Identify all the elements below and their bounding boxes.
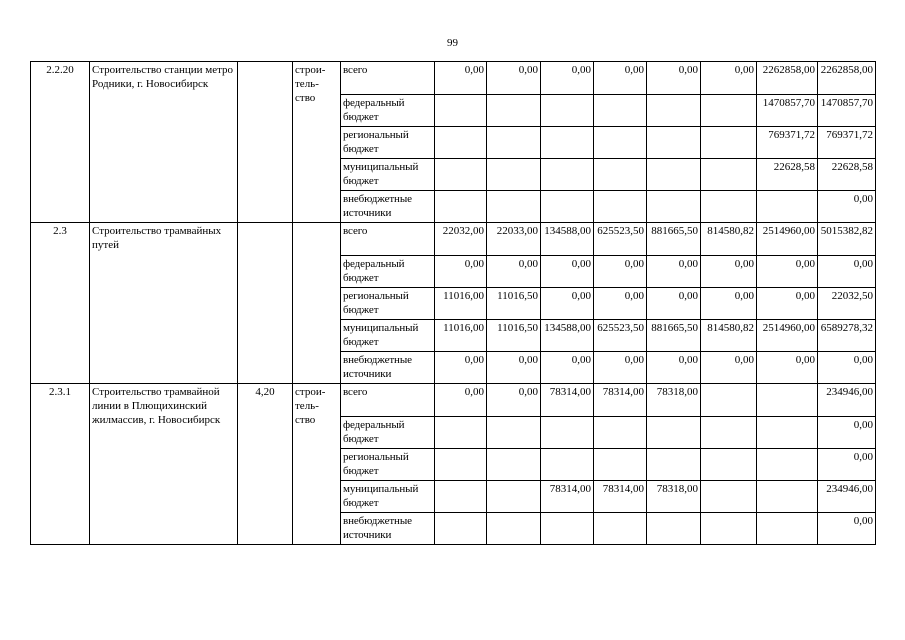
value-cell (487, 513, 541, 545)
value-cell: 22628,58 (757, 159, 818, 191)
funding-source: муниципальный бюджет (341, 159, 435, 191)
value-cell: 0,00 (487, 352, 541, 384)
value-cell (701, 481, 757, 513)
value-cell: 814580,82 (701, 320, 757, 352)
value-cell: 22032,50 (818, 288, 876, 320)
value-cell (487, 127, 541, 159)
value-cell (647, 417, 701, 449)
value-cell (594, 449, 647, 481)
value-cell: 769371,72 (818, 127, 876, 159)
value-cell (647, 95, 701, 127)
value-cell: 0,00 (435, 62, 487, 95)
value-cell: 0,00 (487, 384, 541, 417)
value-cell: 0,00 (647, 288, 701, 320)
value-cell: 234946,00 (818, 384, 876, 417)
value-cell (647, 449, 701, 481)
budget-table (30, 61, 876, 545)
table-row (31, 62, 876, 95)
value-cell (541, 449, 594, 481)
value-cell (757, 481, 818, 513)
value-cell: 0,00 (701, 62, 757, 95)
value-cell: 78318,00 (647, 481, 701, 513)
value-cell: 0,00 (594, 62, 647, 95)
value-cell (541, 159, 594, 191)
value-cell: 0,00 (541, 288, 594, 320)
value-cell (435, 127, 487, 159)
funding-source: муниципальный бюджет (341, 481, 435, 513)
value-cell (594, 191, 647, 223)
value-cell: 0,00 (818, 513, 876, 545)
value-cell: 625523,50 (594, 223, 647, 256)
table-row (31, 223, 876, 256)
value-cell (701, 513, 757, 545)
value-cell: 78318,00 (647, 384, 701, 417)
value-cell: 0,00 (487, 62, 541, 95)
value-cell: 814580,82 (701, 223, 757, 256)
value-cell: 11016,00 (435, 320, 487, 352)
value-cell: 0,00 (541, 352, 594, 384)
value-cell: 0,00 (541, 256, 594, 288)
funding-source: муниципальный бюджет (341, 320, 435, 352)
value-cell: 78314,00 (541, 384, 594, 417)
row-code: 2.3 (31, 223, 90, 384)
value-cell (701, 191, 757, 223)
value-cell (541, 191, 594, 223)
value-cell (594, 159, 647, 191)
value-cell: 22032,00 (435, 223, 487, 256)
value-cell (757, 449, 818, 481)
length-km (238, 62, 293, 223)
value-cell: 769371,72 (757, 127, 818, 159)
value-cell (594, 417, 647, 449)
work-kind: строи-тель-ство (293, 62, 341, 223)
value-cell: 11016,50 (487, 288, 541, 320)
value-cell: 0,00 (435, 256, 487, 288)
value-cell: 78314,00 (594, 481, 647, 513)
value-cell: 2514960,00 (757, 223, 818, 256)
value-cell: 2514960,00 (757, 320, 818, 352)
value-cell: 11016,50 (487, 320, 541, 352)
value-cell (487, 481, 541, 513)
value-cell (541, 95, 594, 127)
value-cell: 0,00 (647, 62, 701, 95)
value-cell (435, 191, 487, 223)
value-cell: 0,00 (594, 256, 647, 288)
funding-source: региональный бюджет (341, 127, 435, 159)
funding-source: региональный бюджет (341, 449, 435, 481)
work-kind: строи-тель-ство (293, 384, 341, 545)
value-cell (701, 95, 757, 127)
value-cell (541, 127, 594, 159)
value-cell: 0,00 (701, 256, 757, 288)
funding-source: внебюджетные источники (341, 513, 435, 545)
value-cell (757, 417, 818, 449)
row-code: 2.3.1 (31, 384, 90, 545)
project-name: Строительство станции метро Родники, г. Новосибирск (90, 62, 238, 223)
funding-source: всего (341, 384, 435, 417)
value-cell: 0,00 (757, 288, 818, 320)
value-cell: 2262858,00 (818, 62, 876, 95)
value-cell (757, 513, 818, 545)
value-cell (701, 449, 757, 481)
value-cell (757, 384, 818, 417)
value-cell: 0,00 (594, 288, 647, 320)
value-cell (701, 127, 757, 159)
funding-source: всего (341, 223, 435, 256)
length-km: 4,20 (238, 384, 293, 545)
value-cell: 0,00 (818, 352, 876, 384)
value-cell: 0,00 (701, 352, 757, 384)
value-cell: 0,00 (435, 384, 487, 417)
value-cell: 0,00 (594, 352, 647, 384)
value-cell: 625523,50 (594, 320, 647, 352)
value-cell: 1470857,70 (818, 95, 876, 127)
value-cell: 6589278,32 (818, 320, 876, 352)
value-cell: 78314,00 (541, 481, 594, 513)
page-number: 99 (447, 37, 458, 49)
value-cell (594, 513, 647, 545)
funding-source: всего (341, 62, 435, 95)
value-cell (757, 191, 818, 223)
value-cell (647, 159, 701, 191)
value-cell: 22033,00 (487, 223, 541, 256)
project-name: Строительство трамвайной линии в Плющихинский жилмассив, г. Новосибирск (90, 384, 238, 545)
value-cell: 0,00 (541, 62, 594, 95)
project-name: Строительство трамвайных путей (90, 223, 238, 384)
value-cell: 5015382,82 (818, 223, 876, 256)
value-cell (647, 513, 701, 545)
value-cell (487, 449, 541, 481)
value-cell (594, 95, 647, 127)
work-kind (293, 223, 341, 384)
row-code: 2.2.20 (31, 62, 90, 223)
value-cell: 881665,50 (647, 320, 701, 352)
funding-source: федеральный бюджет (341, 417, 435, 449)
value-cell: 0,00 (818, 256, 876, 288)
value-cell: 0,00 (647, 256, 701, 288)
value-cell (435, 449, 487, 481)
value-cell (435, 95, 487, 127)
value-cell: 0,00 (487, 256, 541, 288)
value-cell: 0,00 (701, 288, 757, 320)
value-cell: 234946,00 (818, 481, 876, 513)
value-cell (647, 191, 701, 223)
value-cell (487, 95, 541, 127)
value-cell (701, 384, 757, 417)
value-cell: 11016,00 (435, 288, 487, 320)
funding-source: внебюджетные источники (341, 352, 435, 384)
value-cell (701, 417, 757, 449)
table-row (31, 384, 876, 417)
funding-source: федеральный бюджет (341, 256, 435, 288)
value-cell (435, 159, 487, 191)
value-cell: 134588,00 (541, 320, 594, 352)
value-cell: 0,00 (435, 352, 487, 384)
value-cell: 78314,00 (594, 384, 647, 417)
value-cell (541, 513, 594, 545)
value-cell (487, 191, 541, 223)
value-cell: 22628,58 (818, 159, 876, 191)
value-cell: 1470857,70 (757, 95, 818, 127)
value-cell (594, 127, 647, 159)
length-km (238, 223, 293, 384)
funding-source: внебюджетные источники (341, 191, 435, 223)
value-cell: 134588,00 (541, 223, 594, 256)
value-cell: 0,00 (757, 352, 818, 384)
value-cell: 0,00 (647, 352, 701, 384)
value-cell: 0,00 (757, 256, 818, 288)
value-cell (487, 417, 541, 449)
funding-source: региональный бюджет (341, 288, 435, 320)
value-cell: 881665,50 (647, 223, 701, 256)
value-cell (435, 513, 487, 545)
value-cell (541, 417, 594, 449)
value-cell: 0,00 (818, 449, 876, 481)
value-cell: 0,00 (818, 417, 876, 449)
value-cell (701, 159, 757, 191)
value-cell: 0,00 (818, 191, 876, 223)
value-cell (487, 159, 541, 191)
value-cell (647, 127, 701, 159)
value-cell: 2262858,00 (757, 62, 818, 95)
funding-source: федеральный бюджет (341, 95, 435, 127)
value-cell (435, 417, 487, 449)
value-cell (435, 481, 487, 513)
